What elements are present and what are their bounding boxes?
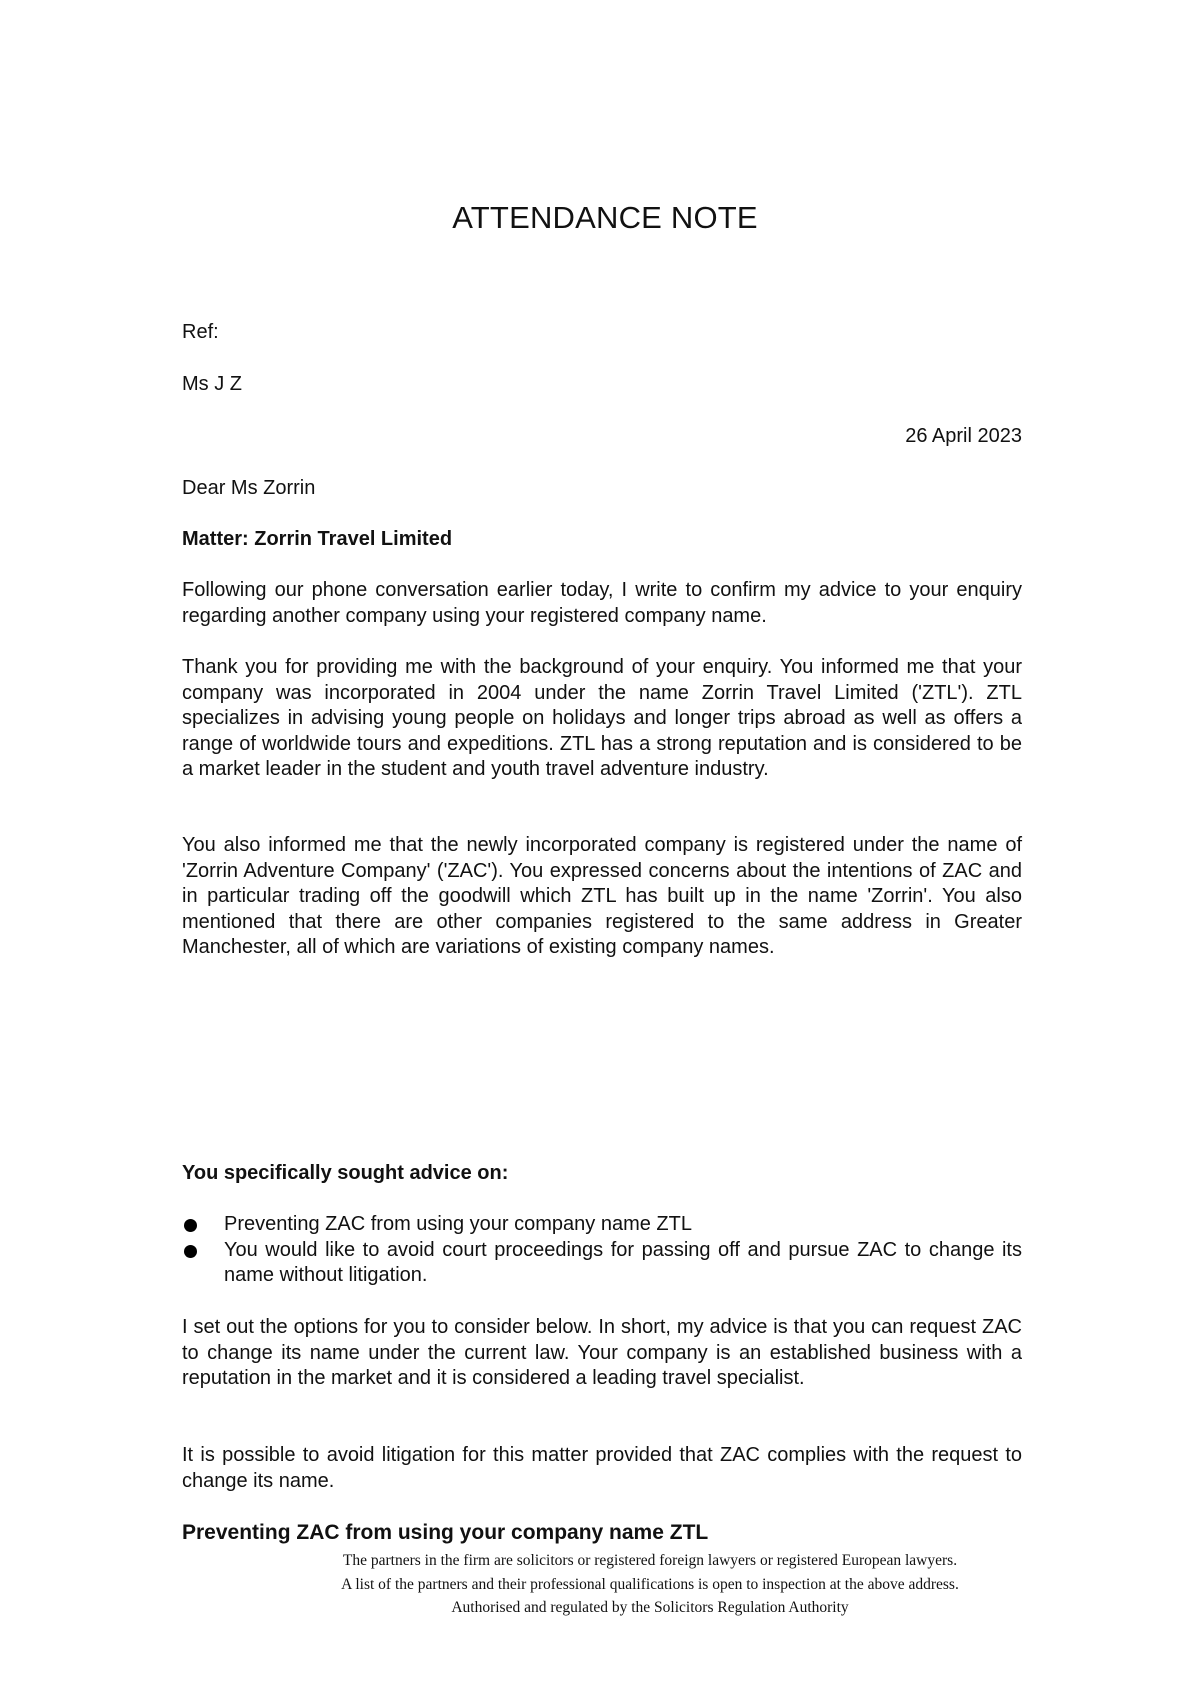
bullet-icon	[184, 1219, 197, 1232]
intro-paragraph: Following our phone conversation earlier today, I write to confirm my advice to your enquiry regarding another company using your registered company name.	[182, 579, 1022, 627]
bullet-icon	[184, 1245, 197, 1258]
litigation-paragraph: It is possible to avoid litigation for this matter provided that ZAC complies with the request to change its name.	[182, 1444, 1022, 1492]
footer-line-regulation: Authorised and regulated by the Solicitors Regulation Authority	[451, 1599, 849, 1616]
concerns-paragraph: You also informed me that the newly incorporated company is registered under the name of 'Zorrin Adventure Company' ('ZAC'). You expressed concerns about the intentions of ZAC and in particular trading off the goodwill which ZTL has built up in the name 'Zorrin'. You also mentioned that there are other companies registered to the same address in Greater Manchester, all of which are variations of existing company names.	[182, 834, 1022, 958]
salutation: Dear Ms Zorrin	[182, 477, 316, 499]
recipient-initials: Ms J Z	[182, 373, 242, 395]
advice-item-text: Preventing ZAC from using your company name ZTL	[224, 1213, 692, 1235]
advice-heading: You specifically sought advice on:	[182, 1162, 509, 1184]
ref-label: Ref:	[182, 321, 219, 343]
advice-list	[182, 1212, 1022, 1289]
letter-date: 26 April 2023	[905, 425, 1022, 447]
background-paragraph: Thank you for providing me with the background of your enquiry. You informed me that your company was incorporated in 2004 under the name Zorrin Travel Limited ('ZTL'). ZTL specializes in advising young people on holidays and longer trips abroad as well as offers a range of worldwide tours and expeditions. ZTL has a strong reputation and is considered to be a market leader in the student and youth travel adventure industry.	[182, 656, 1022, 780]
section-heading: Preventing ZAC from using your company name ZTL	[182, 1521, 709, 1544]
advice-item-text: You would like to avoid court proceedings for passing off and pursue ZAC to change its name without litigation.	[224, 1238, 1022, 1286]
matter-heading: Matter: Zorrin Travel Limited	[182, 528, 453, 550]
advice-list-item	[182, 1212, 1022, 1238]
options-paragraph: I set out the options for you to consider below. In short, my advice is that you can request ZAC to change its name under the current law. Your company is an established business with a reputation in the market and it is considered a leading travel specialist.	[182, 1316, 1022, 1389]
footer-disclaimer	[200, 1549, 1100, 1620]
document-title: ATTENDANCE NOTE	[452, 200, 758, 235]
footer-line-partners: The partners in the firm are solicitors or registered foreign lawyers or registered European lawyers.	[342, 1552, 958, 1569]
advice-list-item	[182, 1238, 1022, 1289]
footer-line-inspection: A list of the partners and their professional qualifications is open to inspection at the above address.	[341, 1575, 959, 1593]
